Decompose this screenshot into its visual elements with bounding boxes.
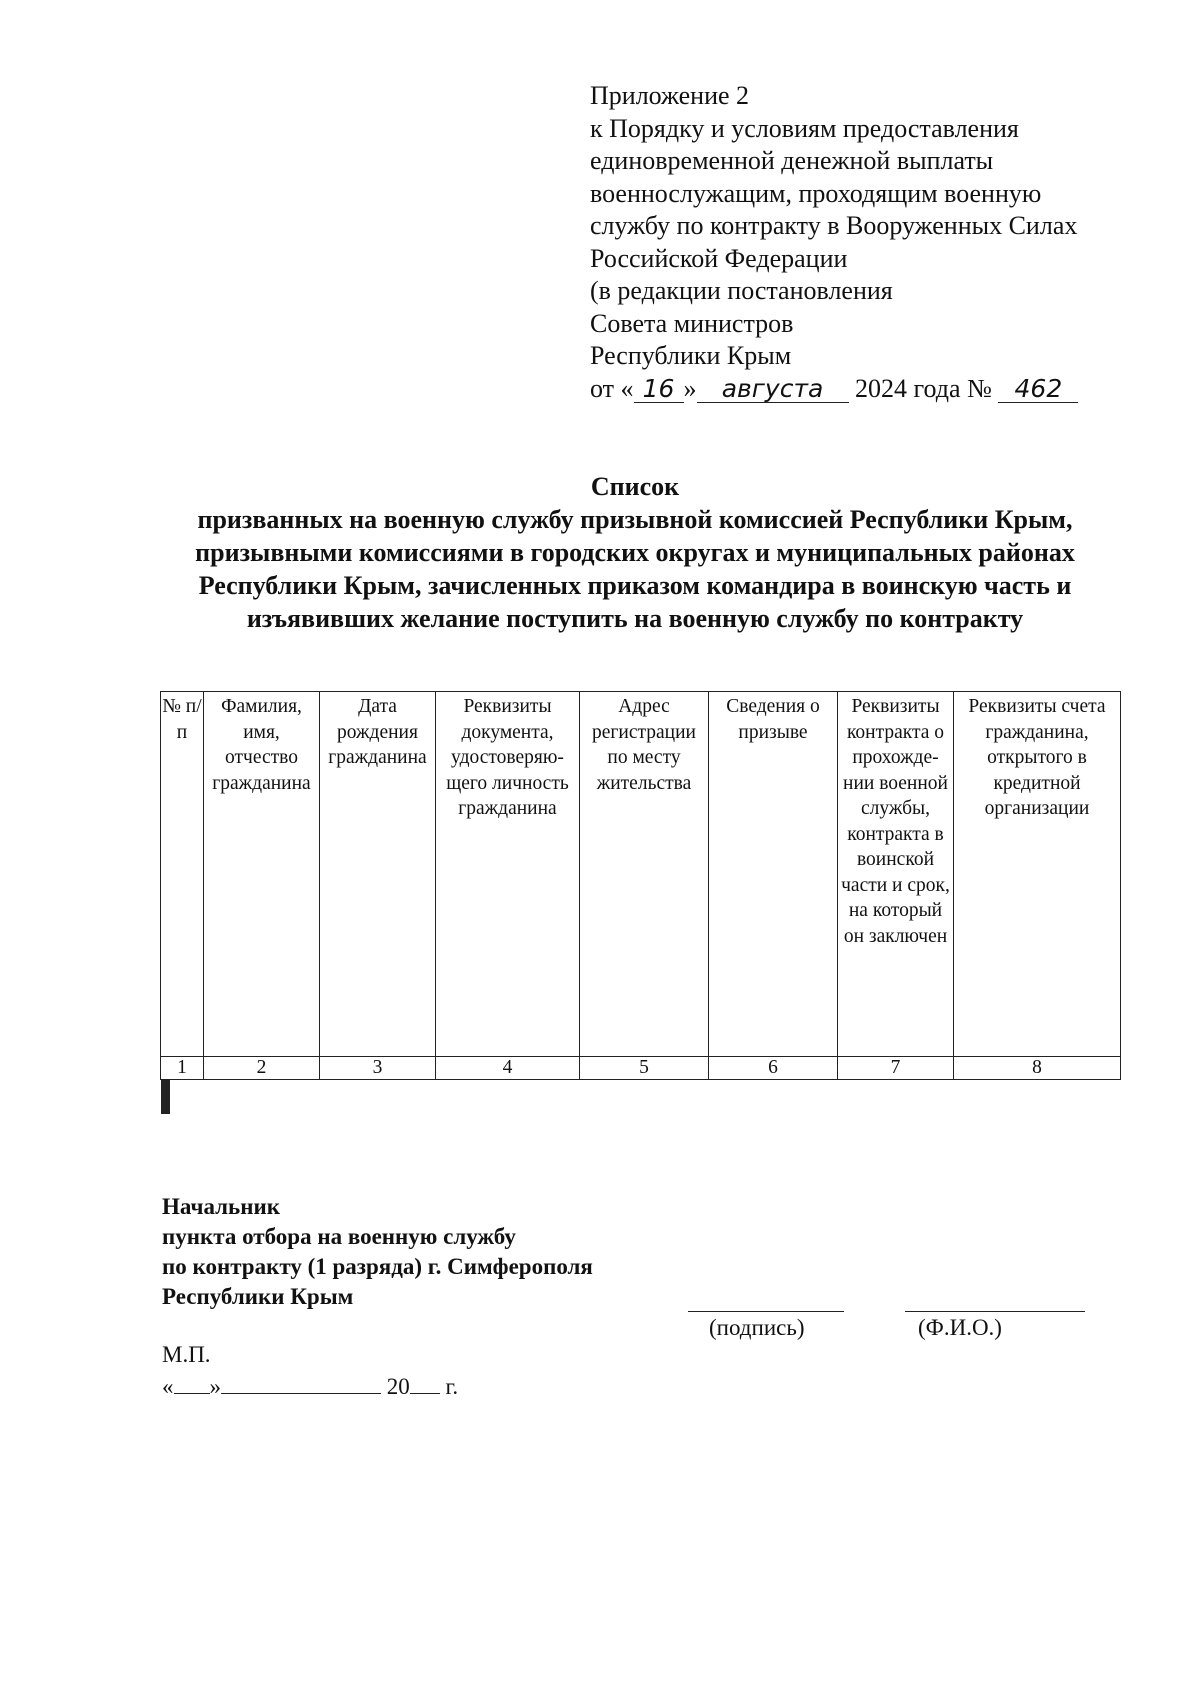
- date-close-quote: »: [209, 1374, 221, 1399]
- year-suffix: г.: [445, 1374, 459, 1399]
- signatory-block: [162, 1192, 593, 1312]
- column-header: № п/п: [161, 692, 204, 1057]
- appendix-line: (в редакции постановления: [590, 276, 893, 305]
- handwritten-number: 462: [998, 376, 1078, 403]
- signatory-line: Республики Крым: [162, 1284, 354, 1309]
- appendix-block: [590, 80, 1150, 405]
- appendix-line: службу по контракту в Вооруженных Силах: [590, 211, 1078, 240]
- column-number: 1: [161, 1057, 204, 1080]
- year-text: 2024 года №: [855, 373, 992, 403]
- title-line: Республики Крым, зачисленных приказом командира в воинскую часть и: [198, 571, 1072, 600]
- signature-date-line: [162, 1372, 458, 1402]
- conscripts-table: [160, 691, 1121, 1109]
- column-number: 3: [320, 1057, 436, 1080]
- date-open-quote: «: [162, 1374, 174, 1399]
- table-cell: [168, 1081, 169, 1114]
- stamp-place-label: М.П.: [162, 1342, 211, 1367]
- signatory-line: пункта отбора на военную службу: [162, 1224, 516, 1249]
- appendix-line: Российской Федерации: [590, 243, 848, 273]
- appendix-line: единовременной денежной выплаты: [590, 146, 994, 175]
- appendix-line: военнослужащим, проходящим военную: [590, 178, 1042, 208]
- title-line: призванных на военную службу призывной комиссией Республики Крым,: [197, 505, 1073, 534]
- column-header: Реквизиты контракта о прохожде-нии военной службы, контракта в воинской части и срок, на который он заключен: [838, 692, 954, 1057]
- column-header: Фамилия, имя, отчество гражданина: [204, 692, 320, 1057]
- column-header: Адрес регистрации по месту жительства: [580, 692, 709, 1057]
- column-header: Дата рождения гражданина: [320, 692, 436, 1057]
- appendix-line: Совета министров: [590, 308, 794, 338]
- resolution-date-line: [590, 373, 1150, 406]
- signatory-line: по контракту (1 разряда) г. Симферополя: [162, 1254, 593, 1279]
- column-header: Реквизиты документа, удостоверяю-щего личность гражданина: [436, 692, 580, 1057]
- title-heading: Список: [590, 472, 680, 501]
- signature-label: (подпись): [709, 1315, 805, 1340]
- table-row: [161, 1080, 170, 1101]
- appendix-line: Республики Крым: [590, 341, 792, 370]
- appendix-line: Приложение 2: [590, 81, 750, 110]
- year-blank: [410, 1373, 440, 1394]
- handwritten-month: августа: [697, 376, 849, 403]
- column-number: 2: [204, 1057, 320, 1080]
- month-blank: [221, 1373, 381, 1394]
- column-header: Сведения о призыве: [709, 692, 838, 1057]
- column-number-row: [161, 1057, 1121, 1080]
- column-number: 8: [954, 1057, 1121, 1080]
- column-number: 7: [838, 1057, 954, 1080]
- column-number: 5: [580, 1057, 709, 1080]
- column-number: 4: [436, 1057, 580, 1080]
- column-header: Реквизиты счета гражданина, открытого в кредитной организации: [954, 692, 1121, 1057]
- column-number: 6: [709, 1057, 838, 1080]
- document-title: [140, 470, 1130, 635]
- year-prefix: 20: [386, 1374, 410, 1399]
- signatory-line: Начальник: [162, 1194, 280, 1219]
- full-name-line: [905, 1311, 1085, 1312]
- handwritten-day: 16: [634, 376, 684, 403]
- day-blank: [174, 1373, 210, 1394]
- quote-close: »: [683, 373, 697, 403]
- date-prefix: от «: [590, 373, 634, 403]
- signature-line: [688, 1311, 844, 1312]
- appendix-line: к Порядку и условиям предоставления: [590, 113, 1019, 143]
- full-name-label: (Ф.И.О.): [918, 1315, 1002, 1340]
- title-line: изъявивших желание поступить на военную службу по контракту: [246, 604, 1024, 633]
- title-line: призывными комиссиями в городских округах и муниципальных районах: [195, 538, 1075, 567]
- table-header-row: [161, 692, 1121, 1057]
